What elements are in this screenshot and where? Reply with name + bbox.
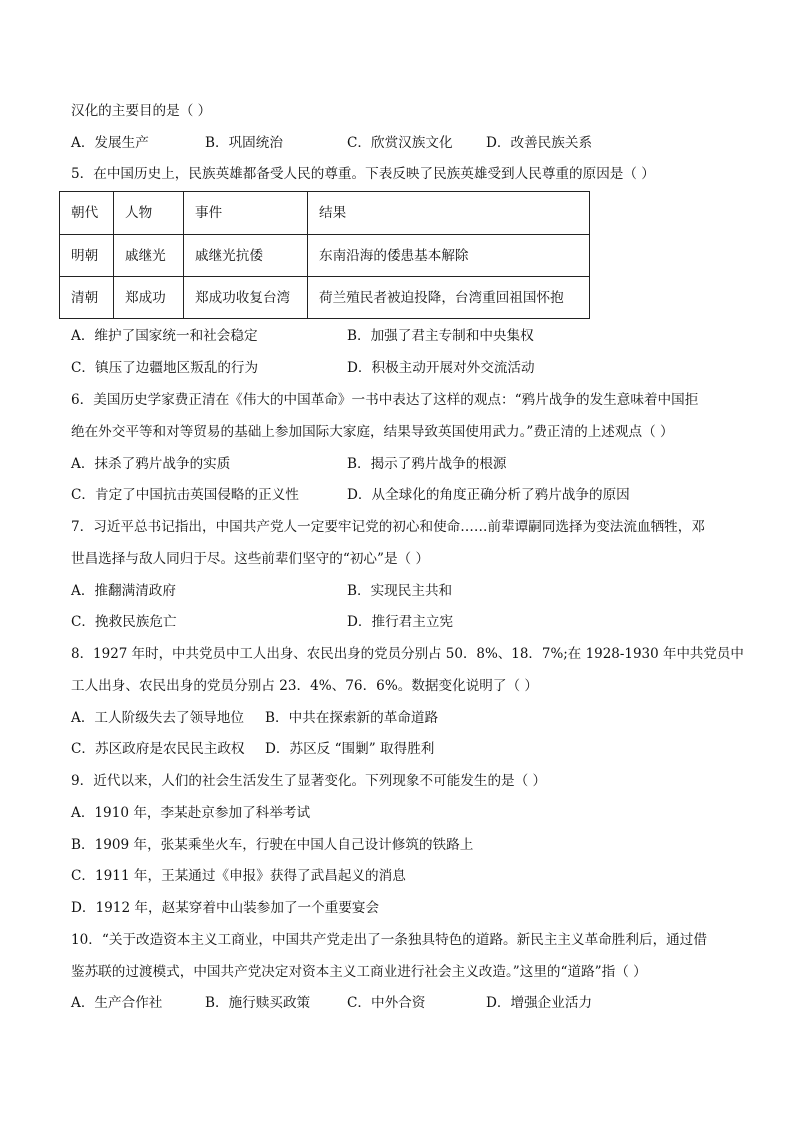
table-row — [60, 235, 590, 277]
q5-table — [59, 191, 590, 319]
q6-option-c[interactable]: C．肯定了中国抗击英国侵略的正义性 — [71, 487, 299, 503]
table-cell: 明朝 — [60, 235, 114, 277]
q8-stem-line-2: 工人出身、农民出身的党员分别占 23．4%、76．6%。数据变化说明了（ ） — [71, 678, 538, 694]
q9-stem: 9．近代以来，人们的社会生活发生了显著变化。下列现象不可能发生的是（ ） — [71, 773, 547, 789]
q7-option-d[interactable]: D．推行君主立宪 — [347, 614, 454, 630]
table-header-cell: 人物 — [114, 192, 184, 235]
q6-option-a[interactable]: A．抹杀了鸦片战争的实质 — [71, 456, 231, 472]
q4-option-b[interactable]: B．巩固统治 — [205, 135, 283, 151]
q5-option-d[interactable]: D．积极主动开展对外交流活动 — [347, 360, 535, 376]
q7-option-a[interactable]: A．推翻满清政府 — [71, 583, 176, 599]
q6-stem-line-1: 6．美国历史学家费正清在《伟大的中国革命》一书中表达了这样的观点：“鸦片战争的发生意味着中国拒 — [71, 392, 699, 408]
q5-stem: 5．在中国历史上，民族英雄都备受人民的尊重。下表反映了民族英雄受到人民尊重的原因是（ ） — [71, 166, 655, 182]
q7-option-b[interactable]: B．实现民主共和 — [347, 583, 453, 599]
q10-option-c[interactable]: C．中外合资 — [347, 995, 426, 1011]
q10-stem-line-2: 鉴苏联的过渡模式，中国共产党决定对资本主义工商业进行社会主义改造。”这里的“道路”指（ ） — [71, 964, 647, 980]
q6-stem-line-2: 绝在外交平等和对等贸易的基础上参加国际大家庭，结果导致英国使用武力。”费正清的上述观点（ ） — [71, 424, 674, 440]
q8-option-c[interactable]: C．苏区政府是农民民主政权 — [71, 741, 245, 757]
q8-option-d[interactable]: D．苏区反 “围剿” 取得胜利 — [265, 741, 435, 757]
q9-option-b[interactable]: B．1909 年，张某乘坐火车，行驶在中国人自己设计修筑的铁路上 — [71, 837, 474, 853]
table-cell: 荷兰殖民者被迫投降，台湾重回祖国怀抱 — [308, 277, 590, 319]
q4-option-c[interactable]: C．欣赏汉族文化 — [347, 135, 453, 151]
q9-option-d[interactable]: D．1912 年，赵某穿着中山装参加了一个重要宴会 — [71, 900, 380, 916]
table-header-row — [60, 192, 590, 235]
table-cell: 郑成功 — [114, 277, 184, 319]
q10-option-a[interactable]: A．生产合作社 — [71, 995, 163, 1011]
q9-option-c[interactable]: C．1911 年，王某通过《申报》获得了武昌起义的消息 — [71, 868, 406, 884]
q6-option-b[interactable]: B．揭示了鸦片战争的根源 — [347, 456, 507, 472]
q7-stem-line-1: 7．习近平总书记指出，中国共产党人一定要牢记党的初心和使命……前辈谭嗣同选择为变法流血牺牲，邓 — [71, 519, 705, 535]
table-cell: 郑成功收复台湾 — [184, 277, 308, 319]
q5-option-a[interactable]: A．维护了国家统一和社会稳定 — [71, 328, 258, 344]
q8-stem-line-1: 8．1927 年时，中共党员中工人出身、农民出身的党员分别占 50．8%、18．7%;在 1928-1930 年中共党员中 — [71, 646, 744, 662]
q4-option-d[interactable]: D．改善民族关系 — [486, 135, 593, 151]
q8-option-a[interactable]: A．工人阶级失去了领导地位 — [71, 710, 244, 726]
table-row — [60, 277, 590, 319]
q7-option-c[interactable]: C．挽救民族危亡 — [71, 614, 177, 630]
table-header-cell: 事件 — [184, 192, 308, 235]
table-cell: 东南沿海的倭患基本解除 — [308, 235, 590, 277]
q7-stem-line-2: 世昌选择与敌人同归于尽。这些前辈们坚守的“初心”是（ ） — [71, 551, 430, 567]
q9-option-a[interactable]: A．1910 年，李某赴京参加了科举考试 — [71, 805, 311, 821]
q4-option-a[interactable]: A．发展生产 — [71, 135, 149, 151]
q10-option-b[interactable]: B．施行赎买政策 — [205, 995, 311, 1011]
q10-option-d[interactable]: D．增强企业活力 — [486, 995, 593, 1011]
q5-option-c[interactable]: C．镇压了边疆地区叛乱的行为 — [71, 360, 259, 376]
table-cell: 戚继光 — [114, 235, 184, 277]
table-header-cell: 结果 — [308, 192, 590, 235]
table-header-cell: 朝代 — [60, 192, 114, 235]
q10-stem-line-1: 10．“关于改造资本主义工商业，中国共产党走出了一条独具特色的道路。新民主主义革命胜利后，通过借 — [71, 932, 707, 948]
q5-option-b[interactable]: B．加强了君主专制和中央集权 — [347, 328, 534, 344]
q6-option-d[interactable]: D．从全球化的角度正确分析了鸦片战争的原因 — [347, 487, 630, 503]
table-cell: 清朝 — [60, 277, 114, 319]
q8-option-b[interactable]: B．中共在探索新的革命道路 — [265, 710, 439, 726]
table-cell: 戚继光抗倭 — [184, 235, 308, 277]
q4-stem-tail: 汉化的主要目的是（ ） — [71, 103, 212, 119]
